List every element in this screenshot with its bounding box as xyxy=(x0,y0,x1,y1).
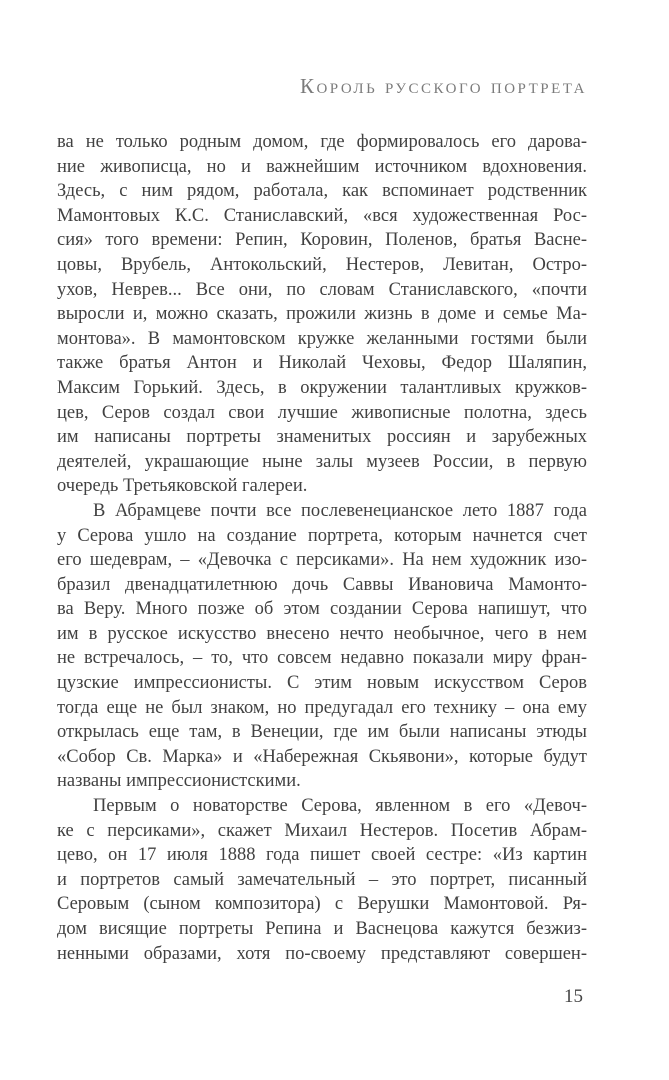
paragraph xyxy=(57,794,587,966)
text-line: бразил двенадцатилетнюю дочь Саввы Ивановича Мамонто- xyxy=(57,574,587,595)
text-line: открылась еще там, в Венеции, где им были написаны этюды xyxy=(57,722,587,743)
paragraph xyxy=(57,499,587,794)
text-line: им написаны портреты знаменитых россиян и зарубежных xyxy=(57,427,587,448)
text-line: названы импрессионистскими. xyxy=(57,771,301,792)
text-line: деятелей, украшающие ныне залы музеев России, в первую xyxy=(57,451,587,472)
text-line: дом висящие портреты Репина и Васнецова кажутся безжиз- xyxy=(57,919,587,939)
text-line: цовы, Врубель, Антокольский, Нестеров, Левитан, Остро- xyxy=(57,254,587,275)
text-line: цев, Серов создал свои лучшие живописные полотна, здесь xyxy=(57,402,587,423)
text-line: ва не только родным домом, где формировалось его дарова- xyxy=(57,132,587,152)
text-line: ненными образами, хотя по-своему представляют совершен- xyxy=(57,943,587,964)
running-head: Король русского портрета xyxy=(299,74,587,98)
text-line: очередь Третьяковской галереи. xyxy=(57,476,308,497)
text-block xyxy=(57,130,587,966)
text-line: не встречалось, – то, что совсем недавно показали миру фран- xyxy=(57,648,587,669)
text-line: тогда еще не был знаком, но предугадал его технику – она ему xyxy=(57,697,587,718)
text-line: монтова». В мамонтовском кружке желанными гостями были xyxy=(57,328,587,349)
text-line: ухов, Неврев... Все они, по словам Станиславского, «почти xyxy=(57,279,587,300)
text-line: выросли и, можно сказать, прожили жизнь в доме и семье Ма- xyxy=(57,304,587,325)
text-line: В Абрамцеве почти все послевенецианское лето 1887 года xyxy=(93,500,587,521)
text-line: Первым о новаторстве Серова, явленном в его «Девоч- xyxy=(93,796,587,817)
paragraph xyxy=(57,130,587,499)
text-line: им в русское искусство внесено нечто необычное, чего в нем xyxy=(57,623,587,644)
text-line: сия» того времени: Репин, Коровин, Поленов, братья Васне- xyxy=(57,230,587,251)
text-line: ние живописца, но и важнейшим источником вдохновения. xyxy=(57,156,587,177)
text-line: цузские импрессионисты. С этим новым искусством Серов xyxy=(57,673,587,694)
text-line: «Собор Св. Марка» и «Набережная Скьявони», которые будут xyxy=(57,746,587,767)
text-line: также братья Антон и Николай Чеховы, Федор Шаляпин, xyxy=(57,353,587,374)
text-line: Максим Горький. Здесь, в окружении талантливых кружков- xyxy=(57,377,587,398)
text-line: его шедеврам, – «Девочка с персиками». На нем художник изо- xyxy=(57,550,587,571)
text-line: ке с персиками», скажет Михаил Нестеров. Посетив Абрам- xyxy=(57,820,587,841)
text-line: цево, он 17 июля 1888 года пишет своей сестре: «Из картин xyxy=(57,845,587,866)
page-number: 15 xyxy=(564,986,583,1007)
text-line: Серовым (сыном композитора) с Верушки Мамонтовой. Ря- xyxy=(57,894,587,915)
text-line: ва Веру. Много позже об этом создании Серова напишут, что xyxy=(57,599,587,620)
text-line: у Серова ушло на создание портрета, которым начнется счет xyxy=(57,525,587,546)
text-line: Мамонтовых К.С. Станиславский, «вся художественная Рос- xyxy=(57,205,587,226)
text-line: Здесь, с ним рядом, работала, как вспоминает родственник xyxy=(57,181,587,202)
text-line: и портретов самый замечательный – это портрет, писанный xyxy=(57,869,587,890)
